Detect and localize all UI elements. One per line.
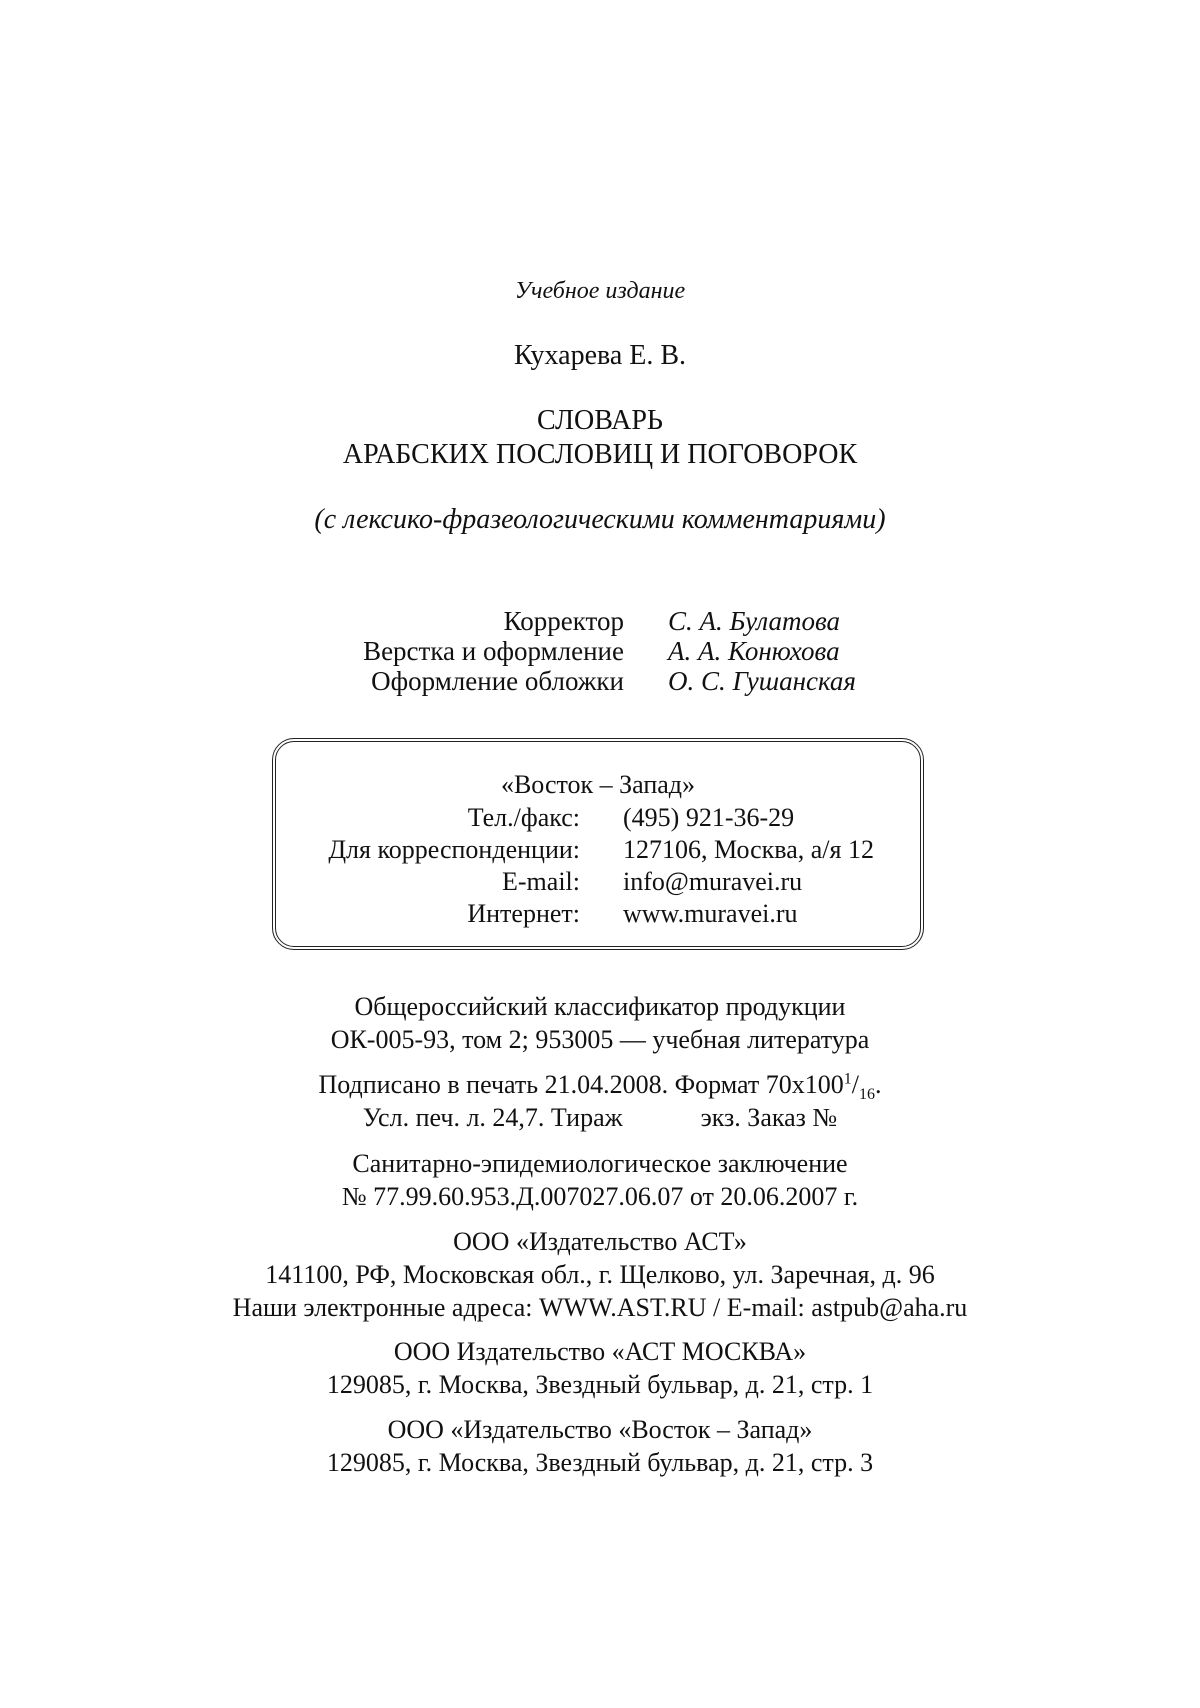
classifier-line: ОК-005-93, том 2; 953005 — учебная литература	[330, 1025, 870, 1054]
print-info-line	[0, 1068, 1200, 1104]
sanitary-line: Санитарно-эпидемиологическое заключение	[352, 1149, 848, 1178]
print-info-line: Усл. печ. л. 24,7. Тираж экз. Заказ №	[362, 1103, 838, 1132]
book-title-line1: СЛОВАРЬ	[537, 405, 663, 436]
ast-publisher-block	[0, 1225, 1200, 1324]
print-info-text: Подписано в печать 21.04.2008. Формат 70х100	[318, 1070, 844, 1099]
ast-moscow-line: 129085, г. Москва, Звездный бульвар, д. 21, стр. 1	[326, 1370, 874, 1399]
vostok-zapad-line: ООО «Издательство «Восток – Запад»	[387, 1415, 813, 1444]
credit-row	[0, 606, 1200, 636]
classifier-block	[0, 990, 1200, 1056]
format-separator: /	[851, 1070, 860, 1099]
credit-role: Оформление обложки	[371, 666, 624, 696]
contact-value: 127106, Москва, а/я 12	[623, 835, 874, 864]
publisher-contact-box	[272, 738, 924, 950]
vostok-zapad-block	[0, 1413, 1200, 1479]
contact-value: www.muravei.ru	[623, 899, 798, 928]
classifier-line: Общероссийский классификатор продукции	[354, 992, 846, 1021]
print-info-block	[0, 1068, 1200, 1134]
credit-name: О. С. Гушанская	[668, 666, 856, 696]
publisher-name: «Восток – Запад»	[500, 770, 696, 799]
book-subtitle: (с лексико-фразеологическими комментариями)	[314, 504, 886, 535]
author-name: Кухарева Е. В.	[513, 340, 687, 371]
contact-value: info@muravei.ru	[623, 867, 803, 896]
credit-name: С. А. Булатова	[668, 606, 840, 636]
sanitary-line: № 77.99.60.953.Д.007027.06.07 от 20.06.2007 г.	[341, 1182, 859, 1211]
format-denominator: 16	[859, 1086, 876, 1104]
credit-role: Корректор	[503, 606, 624, 636]
credits-list	[0, 606, 1200, 696]
contact-value: (495) 921-36-29	[623, 803, 795, 832]
contact-label: Для корреспонденции:	[328, 835, 580, 864]
contact-label: Тел./факс:	[467, 803, 580, 832]
credit-row	[0, 666, 1200, 696]
ast-moscow-block	[0, 1335, 1200, 1401]
print-info-text: .	[875, 1070, 882, 1099]
ast-line: ООО «Издательство АСТ»	[453, 1227, 747, 1256]
format-numerator: 1	[843, 1070, 852, 1088]
book-title-line2: АРАБСКИХ ПОСЛОВИЦ И ПОГОВОРОК	[342, 439, 858, 470]
credit-row	[0, 636, 1200, 666]
contact-label: Интернет:	[467, 899, 580, 928]
ast-line: 141100, РФ, Московская обл., г. Щелково, ул. Заречная, д. 96	[265, 1260, 935, 1289]
sanitary-block	[0, 1147, 1200, 1213]
ast-moscow-line: ООО Издательство «АСТ МОСКВА»	[393, 1337, 807, 1366]
credit-role: Верстка и оформление	[363, 636, 624, 666]
contact-label: E-mail:	[502, 867, 580, 896]
vostok-zapad-line: 129085, г. Москва, Звездный бульвар, д. 21, стр. 3	[326, 1448, 874, 1477]
edition-type: Учебное издание	[514, 278, 686, 304]
credit-name: А. А. Конюхова	[668, 636, 840, 666]
ast-line: Наши электронные адреса: WWW.AST.RU / E-mail: astpub@aha.ru	[232, 1293, 968, 1322]
